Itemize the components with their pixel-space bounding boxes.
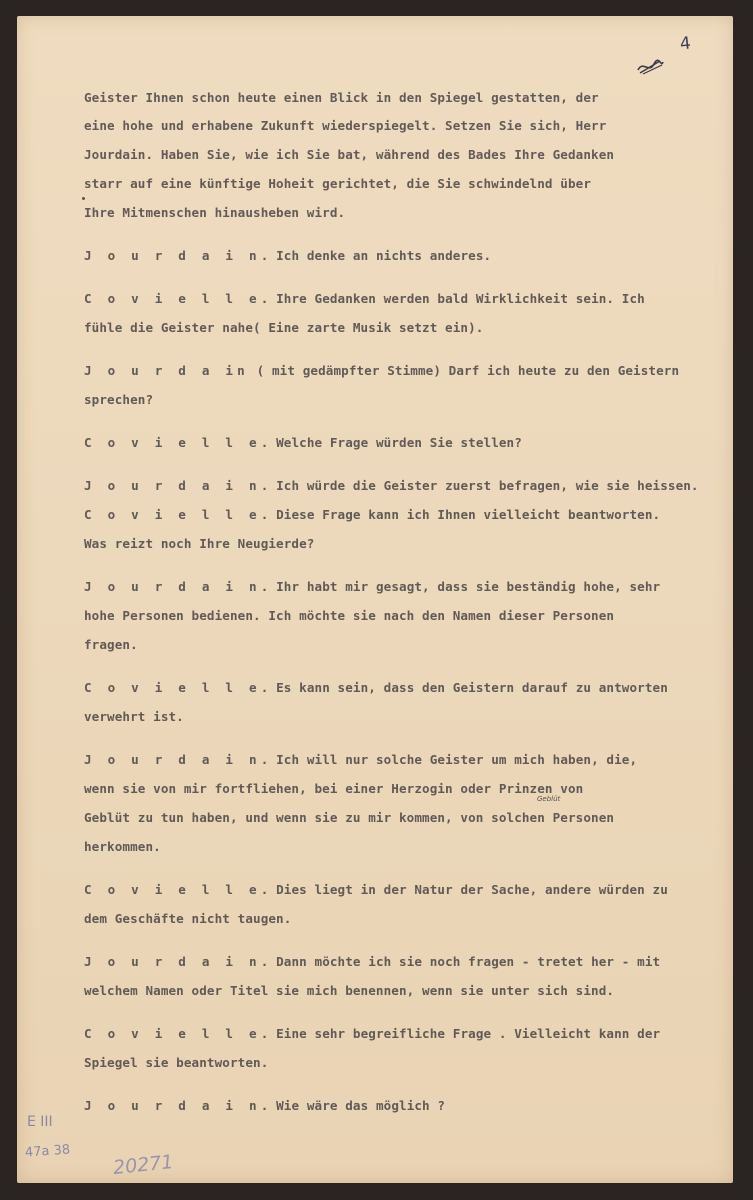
dialogue-line: J o u r d a i n. Wie wäre das möglich ? [84,1098,446,1113]
dialogue-line: J o u r d a i n. Ich denke an nichts anderes. [84,248,492,263]
text-line: fragen. [84,637,138,652]
speaker-name: C o v i e l l e [84,680,261,695]
speaker-name: C o v i e l l e [84,435,261,450]
interlinear-note: Geblüt [537,795,561,803]
text-line: Jourdain. Haben Sie, wie ich Sie bat, während des Bades Ihre Gedanken [84,147,615,162]
speaker-name: C o v i e l l e [84,291,261,306]
text-line: eine hohe und erhabene Zukunft wiederspiegelt. Setzen Sie sich, Herr [84,118,607,133]
dialogue-line: C o v i e l l e. Diese Frage kann ich Ihnen vielleicht beantworten. [84,507,661,522]
text-line: Spiegel sie beantworten. [84,1055,269,1070]
text-line: Geblüt zu tun haben, und wenn sie zu mir kommen, von solchen Personen [84,810,615,825]
dialogue-line: J o u r d a i n. Dann möchte ich sie noch fragen - tretet her - mit [84,954,661,969]
speaker-name: J o u r d a i n [84,579,261,594]
text-line: wenn sie von mir fortfliehen, bei einer Herzogin oder Prinzen von [84,781,584,796]
margin-dot [82,197,85,200]
speaker-name: J o u r d a i n [84,248,261,263]
dialogue-line: J o u r d a i n. Ich will nur solche Geister um mich haben, die, [84,752,638,767]
archive-mark: 47a 38 [24,1142,71,1161]
dialogue-line: J o u r d a i n. Ihr habt mir gesagt, dass sie beständig hohe, sehr [84,579,661,594]
text-line: herkommen. [84,839,161,854]
text-line: hohe Personen bedienen. Ich möchte sie nach den Namen dieser Personen [84,608,615,623]
dialogue-line: C o v i e l l e. Welche Frage würden Sie stellen? [84,435,522,450]
speaker-name: J o u r d a i n [84,478,261,493]
speaker-name: J o u r d a i n [84,1098,261,1113]
text-line: verwehrt ist. [84,709,184,724]
dialogue-line: C o v i e l l e. Eine sehr begreifliche Frage . Vielleicht kann der [84,1026,661,1041]
speaker-name: J o u r d a in [84,363,249,378]
crossed-out-mark-icon [635,56,665,78]
dialogue-line: C o v i e l l e. Dies liegt in der Natur der Sache, andere würden zu [84,882,668,897]
text-line: Geister Ihnen schon heute einen Blick in den Spiegel gestatten, der [84,90,599,105]
archive-mark: E III [27,1114,53,1130]
text-line: welchem Namen oder Titel sie mich benennen, wenn sie unter sich sind. [84,983,615,998]
speaker-name: J o u r d a i n [84,954,261,969]
text-line: sprechen? [84,392,154,407]
archive-number: 20271 [112,1150,175,1180]
speaker-name: C o v i e l l e [84,1026,261,1041]
text-line: starr auf eine künftige Hoheit gerichtet, die Sie schwindelnd über [84,176,592,191]
speaker-name: C o v i e l l e [84,882,261,897]
text-line: Ihre Mitmenschen hinausheben wird. [84,205,346,220]
speaker-name: C o v i e l l e [84,507,261,522]
dialogue-line: C o v i e l l e. Es kann sein, dass den Geistern darauf zu antworten [84,680,668,695]
dialogue-line: J o u r d a in ( mit gedämpfter Stimme) Darf ich heute zu den Geistern [84,363,680,378]
page-number: 4 [678,33,692,55]
text-line: Was reizt noch Ihre Neugierde? [84,536,315,551]
text-line: dem Geschäfte nicht taugen. [84,911,292,926]
document-page [17,16,733,1183]
speaker-name: J o u r d a i n [84,752,261,767]
dialogue-line: C o v i e l l e. Ihre Gedanken werden bald Wirklichkeit sein. Ich [84,291,645,306]
text-line: fühle die Geister nahe( Eine zarte Musik setzt ein). [84,320,484,335]
dialogue-line: J o u r d a i n. Ich würde die Geister zuerst befragen, wie sie heissen. [84,478,699,493]
